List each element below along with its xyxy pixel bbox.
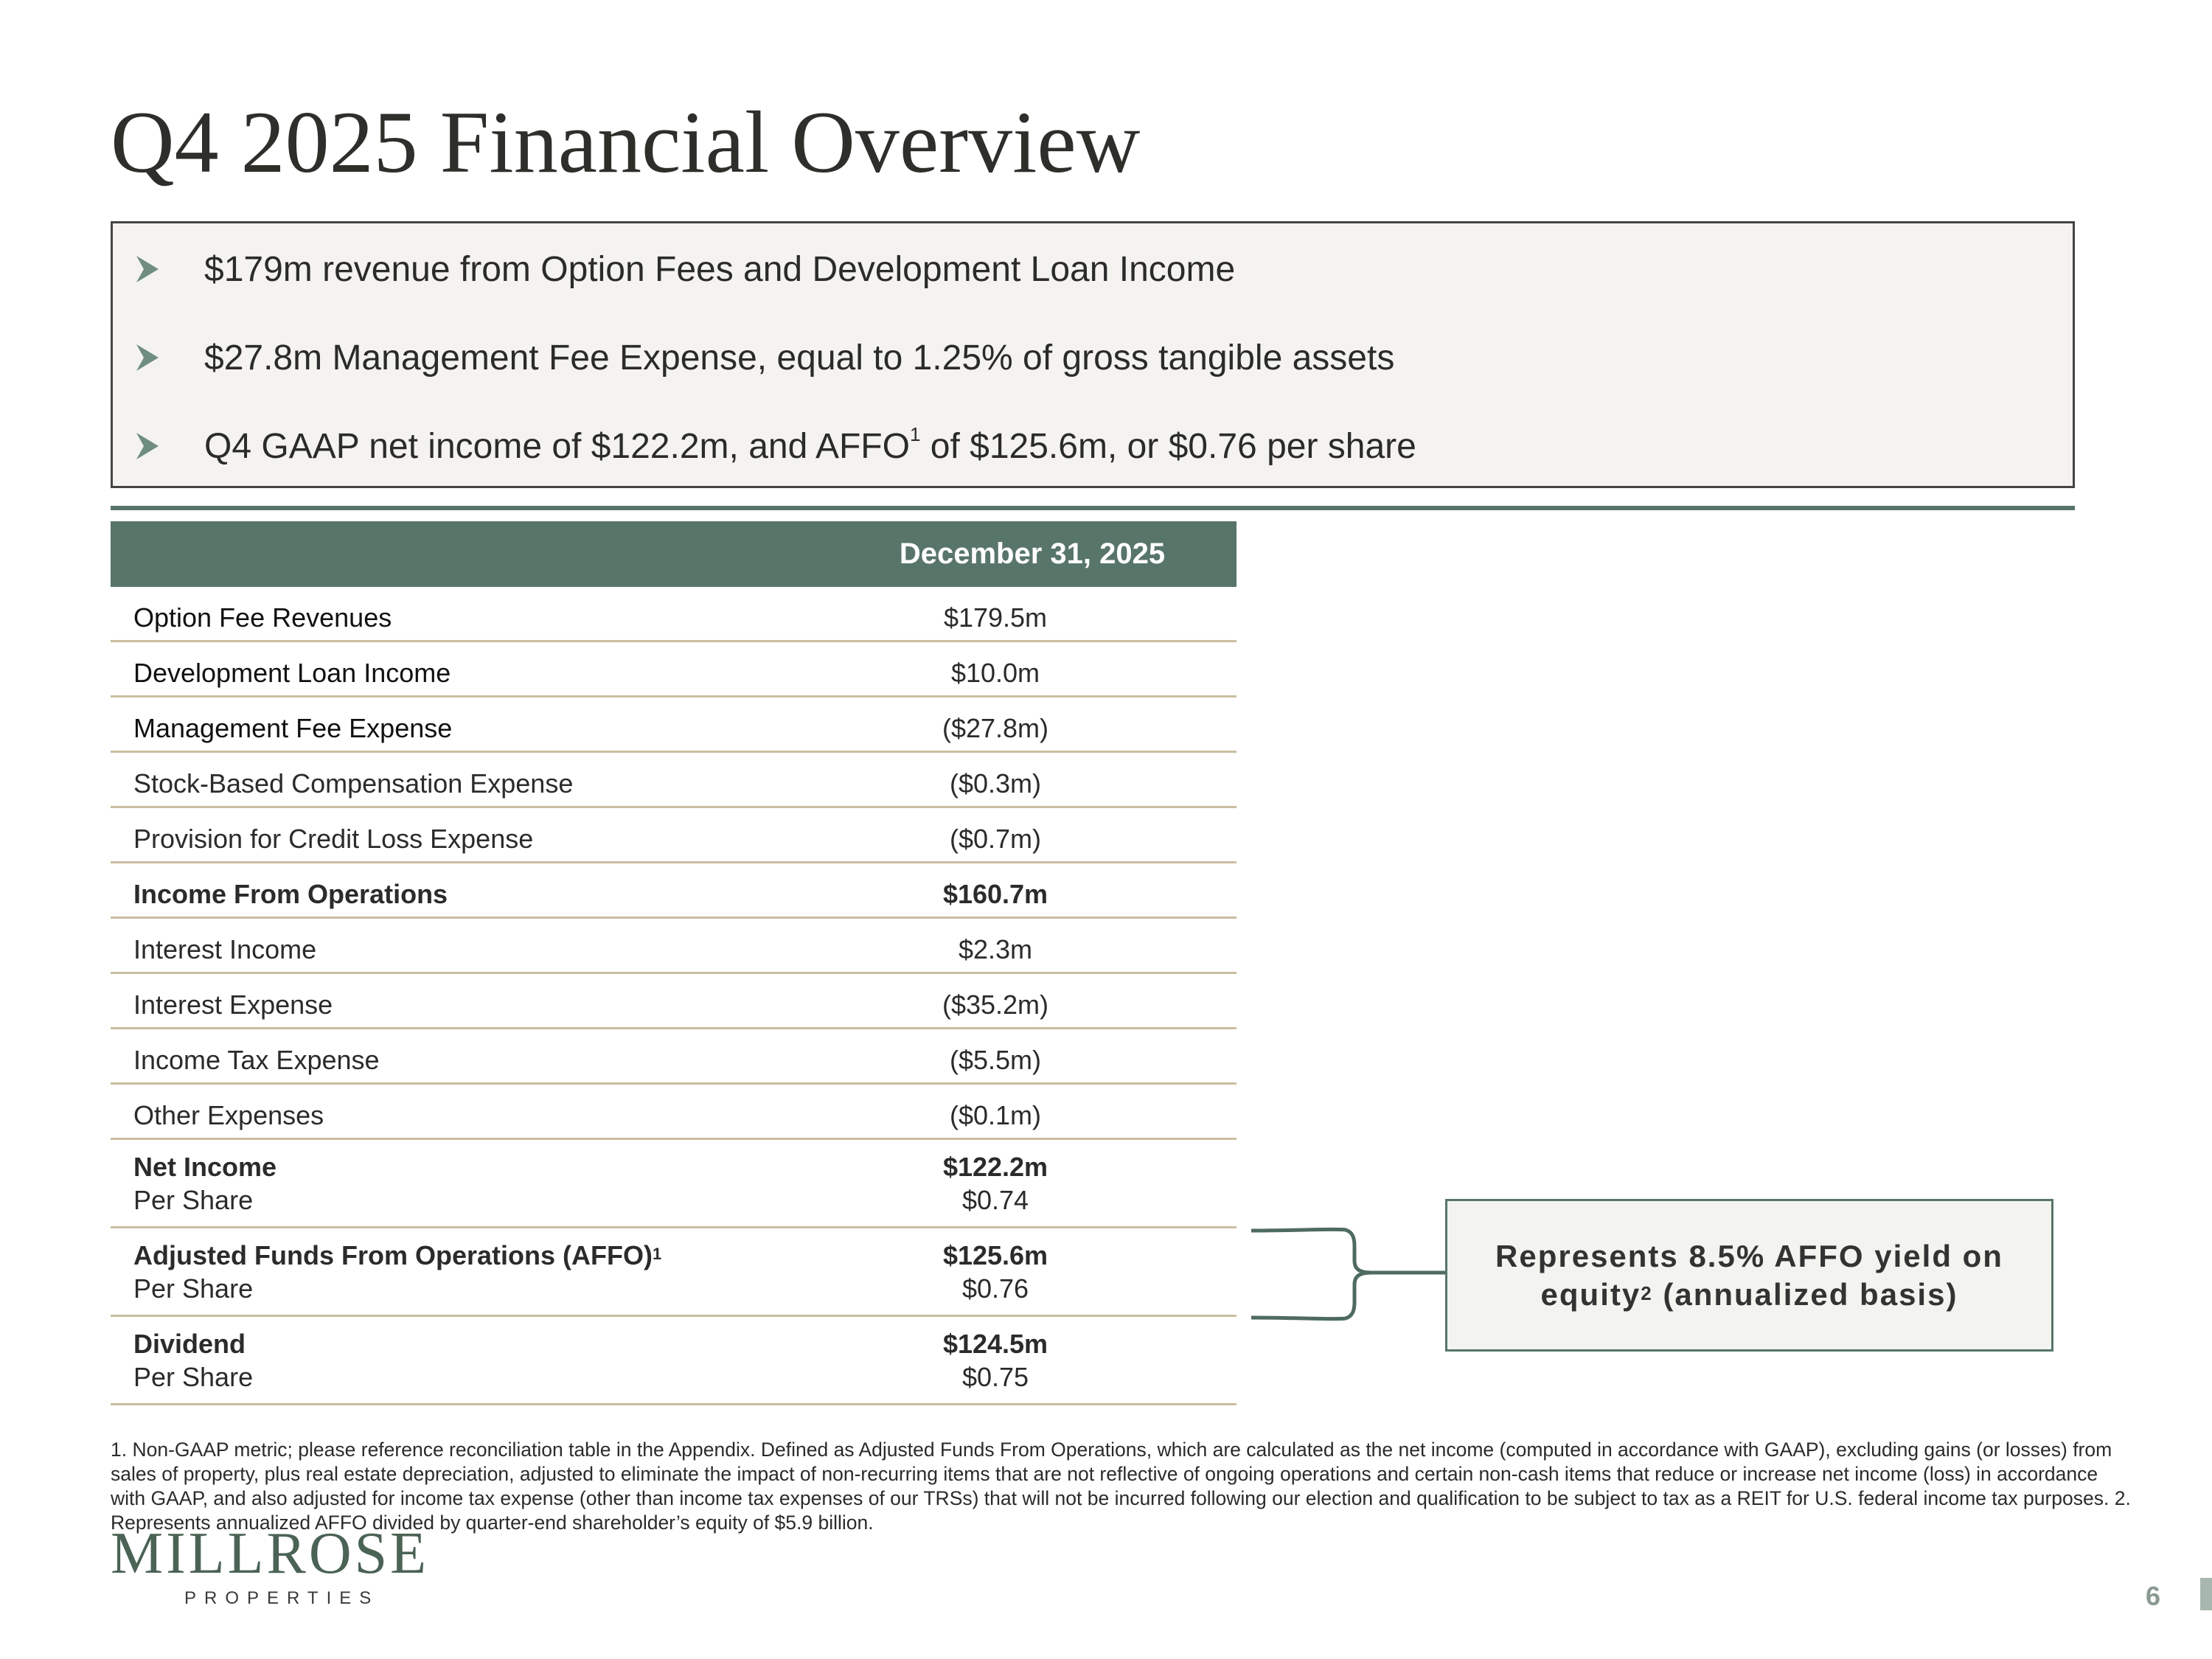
- row-label: Management Fee Expense: [133, 713, 453, 743]
- row-value: $160.7m: [942, 879, 1048, 909]
- arrowhead-bullet-icon: [135, 431, 160, 461]
- row-sub-label: Per Share: [133, 1362, 254, 1392]
- footnote-marker: 2: [1641, 1281, 1653, 1304]
- callout-line: equity$^2$ (annualized basis): [1540, 1276, 1958, 1312]
- table-row: [111, 919, 1237, 974]
- row-value: $10.0m: [950, 658, 1040, 688]
- row-label: Adjusted Funds From Operations (AFFO)$^1$: [133, 1240, 662, 1270]
- footnote-marker: 1: [653, 1245, 662, 1263]
- logo-wordmark: MILLROSE: [111, 1521, 429, 1586]
- row-value: ($0.1m): [949, 1100, 1042, 1130]
- table-row-affo: [111, 1228, 1237, 1317]
- row-value: $122.2m: [942, 1152, 1048, 1182]
- row-label: Income Tax Expense: [133, 1045, 380, 1075]
- highlight-text: Q4 GAAP net income of $122.2m, and AFFO$^1$ of $125.6m, or $0.76 per share: [204, 422, 1416, 466]
- table-row: [111, 808, 1237, 863]
- callout-line: Represents 8.5% AFFO yield on: [1495, 1238, 2003, 1273]
- row-value: ($35.2m): [942, 990, 1049, 1020]
- row-value: $179.5m: [943, 602, 1048, 633]
- logo-tagline: PROPERTIES: [184, 1588, 380, 1608]
- footnote: 1. Non-GAAP metric; please reference reconciliation table in the Appendix. Defined as Adjusted Funds From Operations, which are calculated as the net income (computed in accordance with GAAP), excluding gains (or losses) from sales of property, plus real estate depreciation, adjusted to eliminate the impact of non-recurring items that are not reflective of ongoing operations and certain non-cash items that reduce or increase net income (loss) in accordance with GAAP, and also adjusted for income tax expense (other than income tax expenses of our TRSs) that will not be incurred following our election and qualification to be subject to tax as a REIT for U.S. federal income tax purposes. 2. Represents annualized AFFO divided by quarter-end shareholder’s equity of $5.9 billion.: [111, 1439, 2131, 1534]
- row-value: ($27.8m): [942, 713, 1049, 743]
- page-number: 6: [2145, 1581, 2160, 1611]
- page-title: Q4 2025 Financial Overview: [111, 93, 1141, 191]
- highlight-text: $179m revenue from Option Fees and Development Loan Income: [204, 249, 1236, 289]
- row-label: Option Fee Revenues: [133, 602, 392, 633]
- row-value: ($5.5m): [949, 1045, 1042, 1075]
- row-value: $124.5m: [942, 1329, 1048, 1359]
- section-divider: [111, 506, 2075, 510]
- table-row: [111, 698, 1237, 753]
- arrowhead-bullet-icon: [135, 254, 160, 284]
- table-row-dividend: [111, 1317, 1237, 1405]
- row-label: Income From Operations: [133, 879, 448, 909]
- row-label: Other Expenses: [133, 1100, 324, 1130]
- row-sub-label: Per Share: [133, 1273, 254, 1304]
- table-row-net-income: [111, 1140, 1237, 1228]
- bracket-connector: [1250, 1224, 1449, 1324]
- table-row: [111, 974, 1237, 1029]
- arrowhead-bullet-icon: [135, 343, 160, 372]
- highlight-text: $27.8m Management Fee Expense, equal to 1.25% of gross tangible assets: [204, 338, 1395, 378]
- key-highlights-box: [111, 221, 2075, 488]
- row-sub-label: Per Share: [133, 1185, 254, 1215]
- row-label: Development Loan Income: [133, 658, 451, 688]
- table-row: [111, 1085, 1237, 1140]
- row-sub-value: $0.74: [961, 1185, 1029, 1215]
- row-label: Stock-Based Compensation Expense: [133, 768, 574, 799]
- company-logo: [111, 1520, 450, 1616]
- footnote-marker: 1: [909, 422, 921, 445]
- row-label: Dividend: [133, 1329, 246, 1359]
- row-value: $125.6m: [942, 1240, 1048, 1270]
- row-sub-value: $0.75: [961, 1362, 1029, 1392]
- row-value: ($0.7m): [949, 824, 1042, 854]
- row-label: Interest Income: [133, 934, 317, 964]
- table-row: [111, 642, 1237, 698]
- row-label: Provision for Credit Loss Expense: [133, 824, 534, 854]
- row-sub-value: $0.76: [961, 1273, 1029, 1304]
- column-header-period: December 31, 2025: [899, 538, 1166, 570]
- row-label: Interest Expense: [133, 990, 333, 1020]
- row-value: ($0.3m): [949, 768, 1042, 799]
- affo-yield-callout: [1445, 1199, 2053, 1352]
- row-label: Net Income: [133, 1152, 277, 1182]
- table-header: [111, 521, 1237, 587]
- financial-table: [111, 521, 1237, 1405]
- page-edge-tab: [2200, 1578, 2212, 1610]
- table-row: [111, 1029, 1237, 1085]
- table-row: [111, 587, 1237, 642]
- table-row: [111, 753, 1237, 808]
- row-value: $2.3m: [958, 934, 1033, 964]
- table-row-subtotal: [111, 863, 1237, 919]
